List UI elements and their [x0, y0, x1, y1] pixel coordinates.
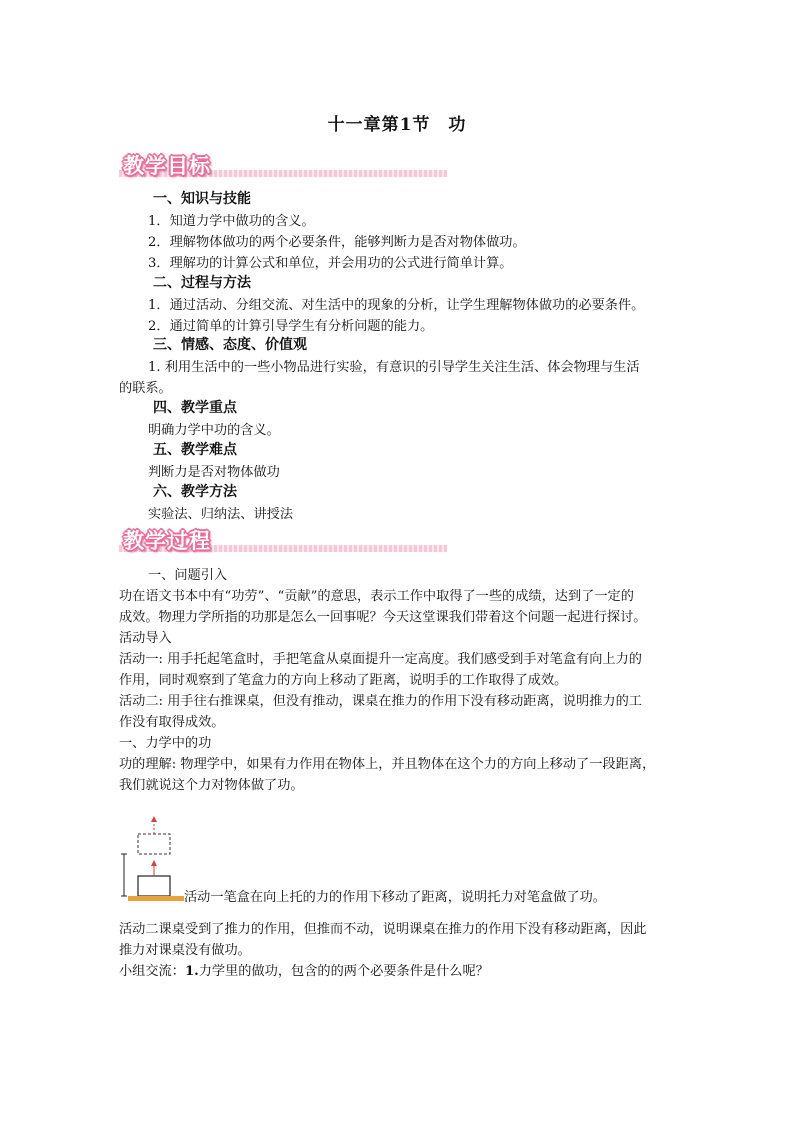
goal-line: 2．通过简单的计算引导学生有分析问题的能力。 [148, 319, 434, 334]
goal-line: 1．知道力学中做功的含义。 [148, 214, 315, 229]
page-title: 十一章第1节 功 [327, 115, 467, 135]
goal-line: 2．理解物体做功的两个必要条件，能够判断力是否对物体做功。 [148, 235, 526, 250]
goal-line: 的联系。 [119, 381, 172, 396]
heading-key-point: 四、教学重点 [153, 400, 237, 416]
discussion-question: 力学里的做功，包含的的两个必要条件是什么呢？ [198, 964, 489, 979]
goal-line: 3．理解功的计算公式和单位，并会用功的公式进行简单计算。 [148, 256, 513, 271]
discussion-prefix: 小组交流： [119, 964, 185, 979]
goal-line: 1. 利用生活中的一些小物品进行实验，有意识的引导学生关注生活、体会物理与生活 [148, 360, 640, 375]
goal-line: 1．通过活动、分组交流、对生活中的现象的分析，让学生理解物体做功的必要条件。 [148, 298, 645, 313]
heading-attitude: 三、情感、态度、价值观 [153, 337, 307, 353]
banner-label: 教学过程 [123, 529, 211, 553]
heading-difficulty: 五、教学难点 [153, 442, 237, 458]
paragraph-line: 活动二: 用手往右推课桌，但没有推动，课桌在推力的作用下没有移动距离，说明推力的工 [119, 694, 642, 709]
banner-label: 教学目标 [123, 154, 211, 178]
paragraph-line: 成效。物理力学所指的功那是怎么一回事呢？今天这堂课我们带着这个问题一起进行探讨。 [119, 610, 647, 625]
paragraph-line: 我们就说这个力对物体做了功。 [119, 778, 304, 793]
paragraph-line: 功在语文书本中有“功劳”、“贡献”的意思，表示工作中取得了一些的成绩，达到了一定的 [119, 589, 634, 604]
section-banner-goals [119, 152, 447, 180]
paragraph-line: 推力对课桌没有做功。 [119, 943, 251, 958]
paragraph-line: 活动导入 [119, 631, 172, 646]
paragraph-line: 作用，同时观察到了笔盒力的方向上移动了距离，说明手的工作取得了成效。 [119, 673, 568, 688]
heading-method: 六、教学方法 [153, 484, 237, 500]
diagram-caption: 活动一笔盒在向上托的力的作用下移动了距离，说明托力对笔盒做了功。 [184, 890, 606, 905]
section-banner-process [119, 527, 447, 555]
goal-line: 实验法、归纳法、讲授法 [148, 507, 294, 522]
discussion-number: 1. [184, 964, 199, 979]
subheading: 一、力学中的功 [119, 736, 212, 751]
subheading: 一、问题引入 [148, 568, 228, 583]
goal-line: 判断力是否对物体做功 [148, 465, 280, 480]
group-discussion [119, 960, 489, 979]
paragraph-line: 活动一: 用手托起笔盒时，手把笔盒从桌面提升一定高度。我们感受到手对笔盒有向上力的 [119, 652, 642, 667]
paragraph-line: 作没有取得成效。 [119, 715, 225, 730]
goal-line: 明确力学中功的含义。 [148, 423, 280, 438]
pencil-box-lift-diagram [118, 812, 184, 904]
heading-process-method: 二、过程与方法 [153, 275, 251, 291]
paragraph-line: 功的理解: 物理学中，如果有力作用在物体上，并且物体在这个力的方向上移动了一段距离， [119, 757, 656, 772]
heading-knowledge: 一、知识与技能 [153, 191, 251, 207]
paragraph-line: 活动二课桌受到了推力的作用，但推而不动，说明课桌在推力的作用下没有移动距离，因此 [119, 922, 647, 937]
